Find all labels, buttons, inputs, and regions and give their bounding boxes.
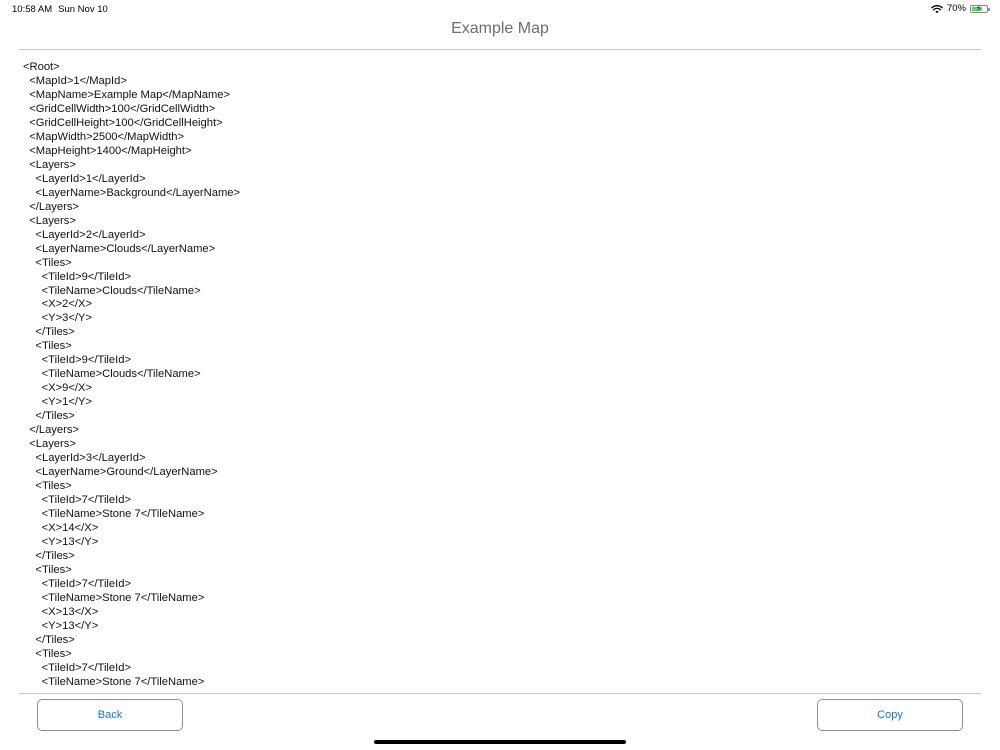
xml-line: <X>13</X> [23,605,99,618]
xml-line: <Y>13</Y> [23,535,99,548]
xml-line: </Tiles> [23,633,75,646]
xml-line: <TileId>7</TileId> [23,661,131,674]
xml-text-view[interactable] [23,61,981,691]
status-bar [0,0,1000,18]
xml-line: </Tiles> [23,549,75,562]
xml-line: </Tiles> [23,326,75,339]
status-time: 10:58 AM [12,4,53,15]
xml-line: <TileId>9</TileId> [23,354,131,367]
xml-line: <GridCellWidth>100</GridCellWidth> [23,102,216,115]
xml-line: <LayerId>1</LayerId> [23,172,146,185]
copy-button[interactable]: Copy [817,699,963,731]
xml-line: <X>9</X> [23,382,93,395]
xml-line: <LayerName>Background</LayerName> [23,186,241,199]
xml-line: <LayerName>Ground</LayerName> [23,466,218,479]
xml-line: <Layers> [23,158,76,171]
xml-line: <X>14</X> [23,521,99,534]
wifi-icon [931,4,943,14]
xml-line: <Layers> [23,214,76,227]
bolt-icon: ⚡ [976,3,982,13]
xml-line: <MapId>1</MapId> [23,74,127,87]
xml-line: <LayerId>2</LayerId> [23,228,146,241]
xml-line: <Layers> [23,438,76,451]
home-indicator[interactable] [374,740,626,744]
page-title: Example Map [451,20,549,37]
status-left [12,4,108,15]
xml-line: <TileId>7</TileId> [23,577,131,590]
xml-line: <Root> [23,61,60,73]
xml-line: <Tiles> [23,340,72,353]
xml-line: <GridCellHeight>100</GridCellHeight> [23,116,223,129]
xml-line: <TileName>Stone 7</TileName> [23,675,205,688]
xml-line: <Tiles> [23,647,72,660]
xml-line: <TileName>Clouds</TileName> [23,284,201,297]
xml-line: <Y>13</Y> [23,619,99,632]
xml-line: <Tiles> [23,256,72,269]
battery-percent: 70% [946,3,966,14]
xml-line: </Layers> [23,424,79,437]
top-divider [19,49,981,50]
battery-charging-icon [970,5,988,13]
xml-line: <MapHeight>1400</MapHeight> [23,144,192,157]
xml-line: <Tiles> [23,480,72,493]
xml-line: <LayerId>3</LayerId> [23,452,146,465]
xml-line: <Tiles> [23,563,72,576]
xml-line: <X>2</X> [23,298,93,311]
xml-line: <Y>1</Y> [23,396,93,409]
xml-line: <TileId>7</TileId> [23,494,131,507]
xml-line: <LayerName>Clouds</LayerName> [23,242,216,255]
status-date: Sun Nov 10 [58,4,108,15]
xml-line: <Y>3</Y> [23,312,93,325]
xml-line: </Layers> [23,200,79,213]
xml-line: <MapName>Example Map</MapName> [23,88,231,101]
status-right [931,3,988,14]
xml-line: <TileName>Stone 7</TileName> [23,591,205,604]
xml-line: <TileName>Clouds</TileName> [23,368,201,381]
xml-line: <TileId>9</TileId> [23,270,131,283]
xml-line: <TileName>Stone 7</TileName> [23,508,205,520]
xml-line: </Tiles> [23,410,75,423]
xml-line: <MapWidth>2500</MapWidth> [23,130,185,143]
bottom-divider [19,693,981,694]
back-button[interactable]: Back [37,699,183,731]
